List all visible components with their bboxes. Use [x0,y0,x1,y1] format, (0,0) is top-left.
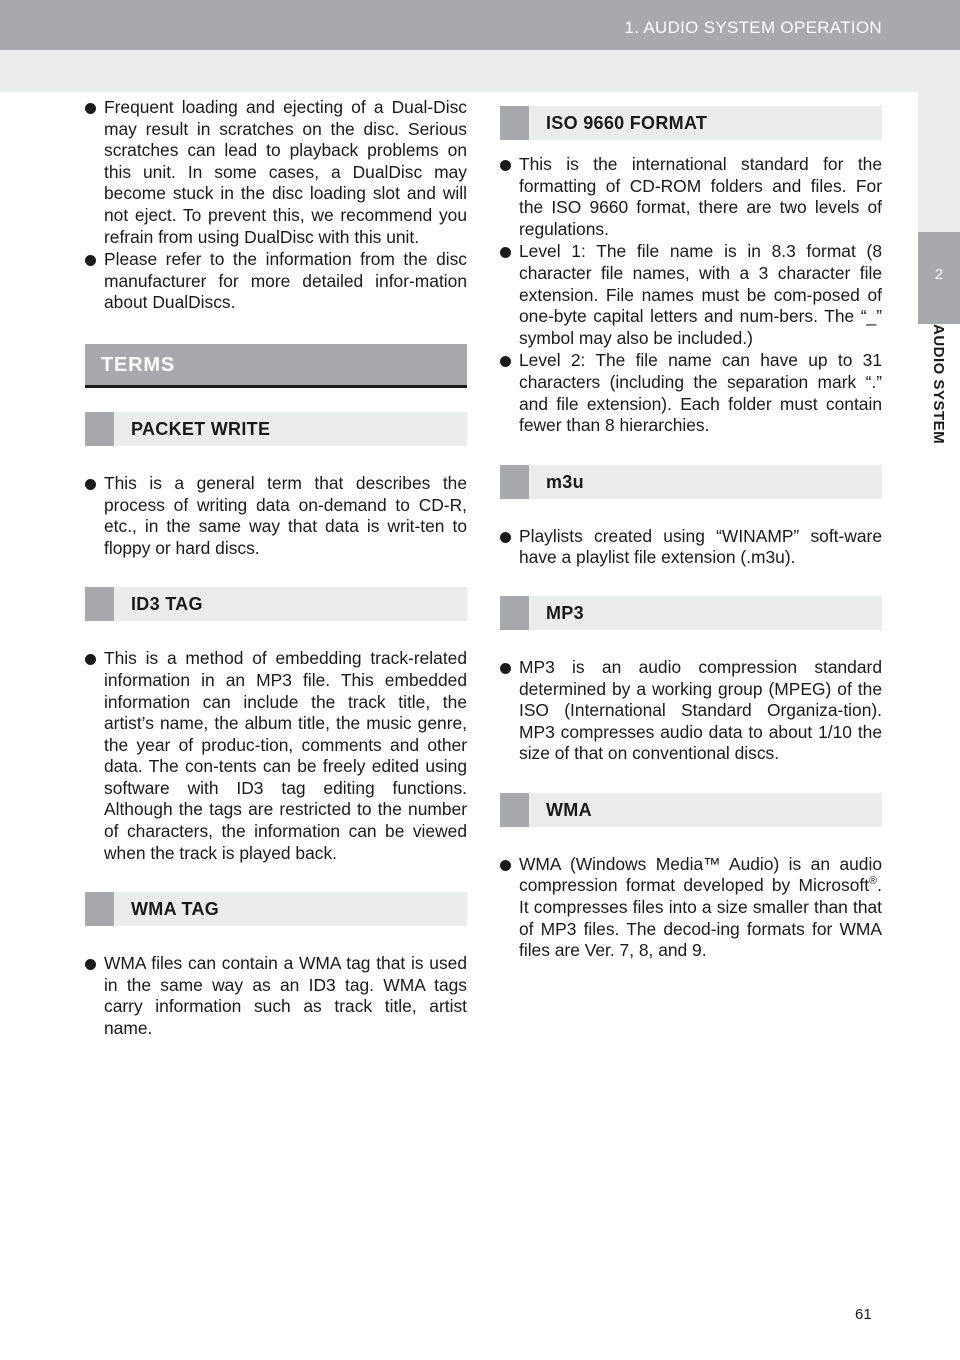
subheading-mp3 [500,596,882,630]
side-tab-spacer [918,92,960,232]
subheading-marker [500,793,529,827]
bullet-item [500,241,882,349]
bullet-item [85,648,467,864]
bullet-text: WMA files can contain a WMA tag that is used in the same way as an ID3 tag. WMA tags carry information such as track title, artist name. [104,953,467,1039]
bullet-item [500,657,882,765]
side-tab-number: 2 [934,266,944,283]
subheading-text: m3u [546,471,584,492]
subheading-text: PACKET WRITE [131,418,271,439]
bullet-dot-icon [500,532,511,543]
subheading-marker [500,596,529,630]
side-tab-label-box [918,324,960,484]
bullet-dot-icon [85,255,96,266]
subheading-iso-9660 [500,106,882,140]
bullet-dot-icon [500,663,511,674]
bullet-text: MP3 is an audio compression standard determined by a working group (MPEG) of the ISO (International Standard Organiza-tion). MP3 compresses audio data to about 1/10 the size of that on conventional discs. [519,656,882,764]
subheading-marker [500,465,529,499]
side-tab-chapter [918,232,960,324]
registered-mark: ® [869,875,878,888]
bullet-item [500,350,882,436]
page-number: 61 [855,1306,872,1323]
bullet-dot-icon [500,160,511,171]
bullet-dot-icon [85,654,96,665]
subheading-marker [500,106,529,140]
subheading-text: ID3 TAG [131,594,203,615]
side-tab-label: AUDIO SYSTEM [930,324,947,445]
section-heading-text: TERMS [101,353,175,376]
subheading-wma-tag [85,892,467,926]
bullet-text: Level 1: The file name is in 8.3 format (8 character file names, with a 3 character file extension. File names must be com-posed of one-byte capital letters and num-bers. The “_” symbol may also be included.) [519,241,882,348]
bullet-item [85,473,467,559]
bullet-item [500,526,882,569]
subheading-text: MP3 [546,602,584,623]
subheading-wma [500,793,882,827]
subheading-packet-write [85,412,467,446]
bullet-text: This is a general term that describes the process of writing data on-demand to CD-R, etc., in the same way that data is writ-ten to floppy or hard discs. [104,472,467,558]
subheading-text: WMA [546,799,592,820]
bullet-text: This is the international standard for the formatting of CD-ROM folders and files. For the ISO 9660 format, there are two levels of regulations. [519,154,882,239]
bullet-text: This is a method of embedding track-related information in an MP3 file. This embedded information can include the track title, the artist’s name, the album title, the music genre, the year of produc-tion, comments and other data. The con-tents can be freely edited using software with ID3 tag editing functions. Although the tags are restricted to the number of characters, the information can be viewed when the track is played back. [104,648,467,863]
bullet-item [85,97,467,248]
subheading-m3u [500,465,882,499]
bullet-text: Level 2: The file name can have up to 31 characters (including the separation mark “.” and file extension). Each folder must contain fewer than 8 hierarchies. [519,350,882,436]
bullet-dot-icon [500,356,511,367]
bullet-text: Please refer to the information from the disc manufacturer for more detailed infor-mation about DualDiscs. [104,249,467,313]
chapter-title: 1. AUDIO SYSTEM OPERATION [624,18,882,37]
bullet-text-part: . It compresses files into a size smaller than that of MP3 files. The decod-ing formats for WMA files are Ver. 7, 8, and 9. [519,875,882,961]
subheading-text: WMA TAG [131,899,220,920]
subheading-marker [85,412,114,446]
bullet-item [85,249,467,314]
header-bar [0,0,960,50]
bullet-dot-icon [85,959,96,970]
right-column [500,106,882,963]
bullet-item [500,854,882,962]
bullet-dot-icon [500,247,511,258]
bullet-text-part: WMA (Windows Media™ Audio) is an audio compression format developed by Microsoft [519,853,882,896]
subheading-text: ISO 9660 FORMAT [546,113,708,133]
subheading-marker [85,587,114,621]
bullet-item [85,953,467,1039]
subheading-marker [85,892,114,926]
bullet-dot-icon [85,103,96,114]
bullet-text: Playlists created using “WINAMP” soft-ware have a playlist file extension (.m3u). [519,525,882,568]
header-band [0,50,960,92]
section-heading-terms [85,344,467,388]
subheading-id3-tag [85,587,467,621]
bullet-dot-icon [500,860,511,871]
bullet-dot-icon [85,479,96,490]
bullet-text: Frequent loading and ejecting of a Dual-Disc may result in scratches on the disc. Serious scratches can lead to playback problems on this unit. In some cases, a DualDisc may become stuck in the disc loading slot and will not eject. To prevent this, we recommend you refrain from using DualDisc with this unit. [104,97,467,247]
left-column [85,97,467,1041]
bullet-item [500,154,882,240]
